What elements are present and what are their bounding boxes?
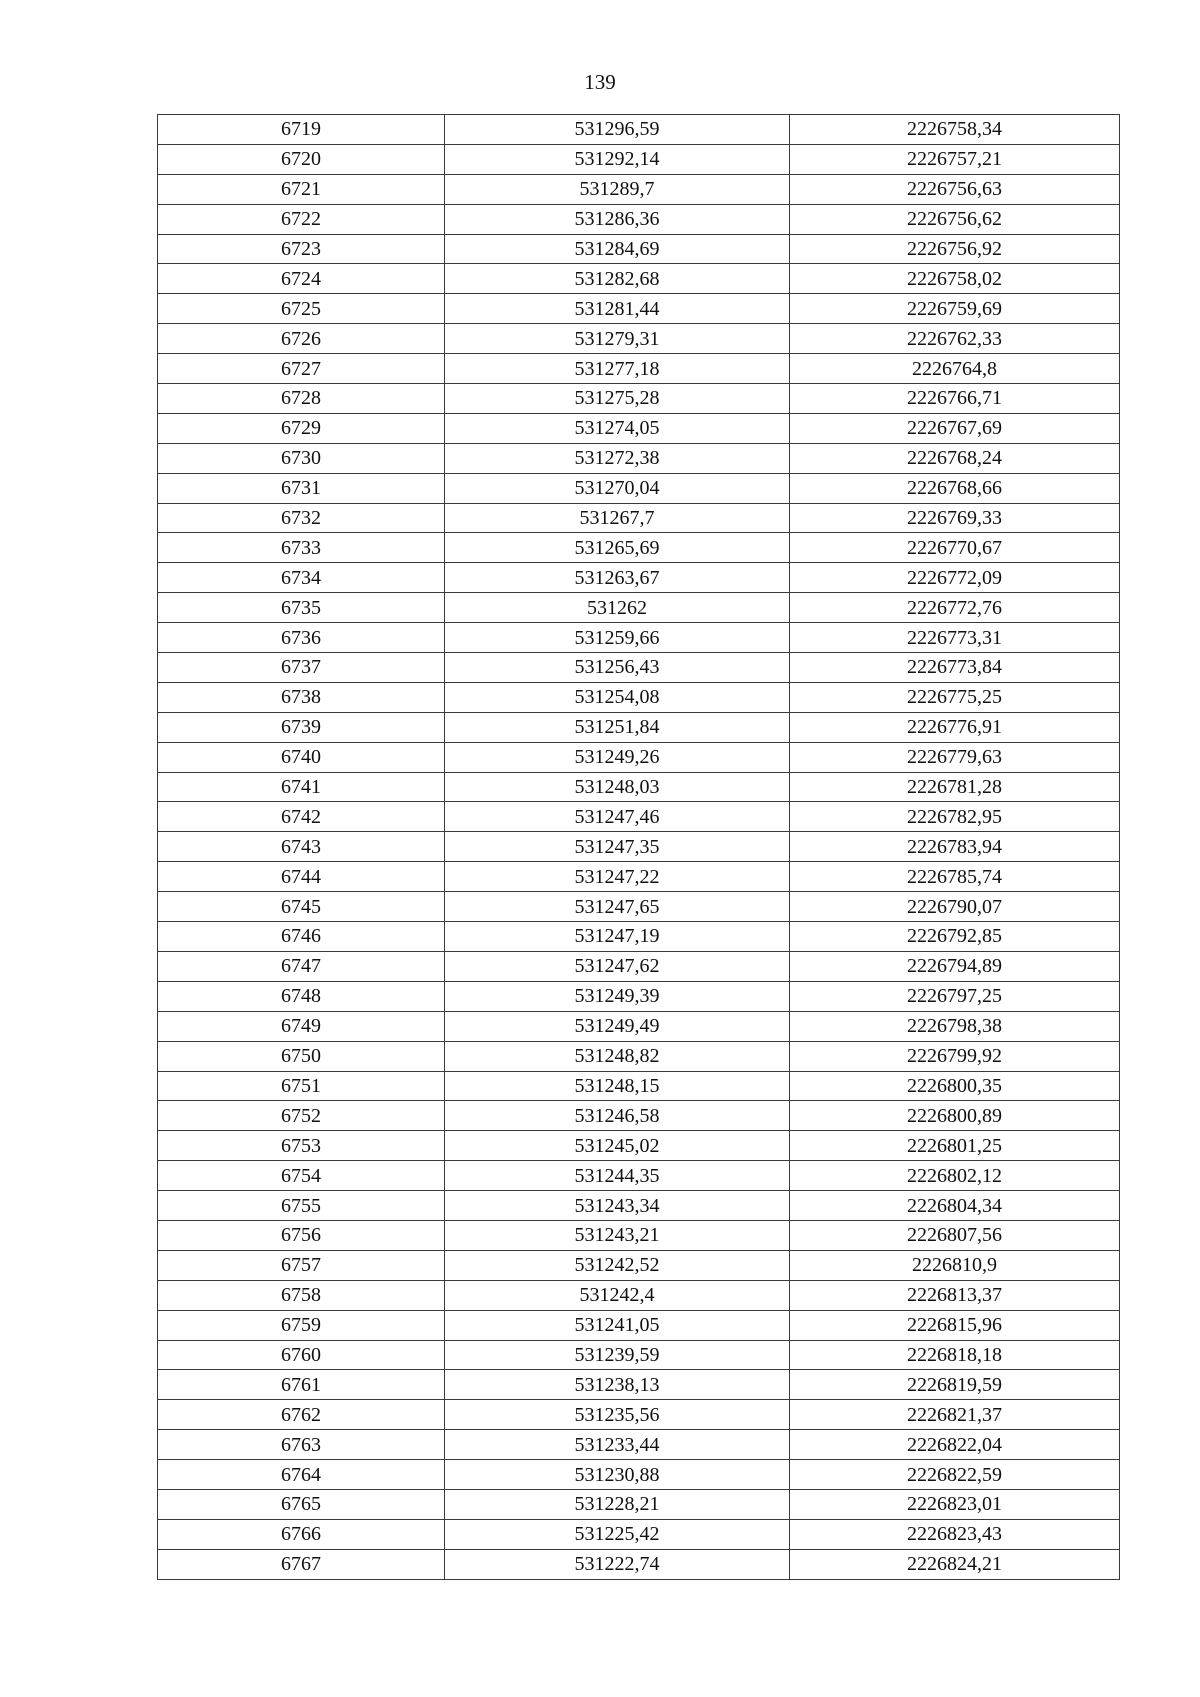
point-number-cell: 6746 bbox=[158, 922, 445, 952]
point-number-cell: 6749 bbox=[158, 1011, 445, 1041]
table-row bbox=[158, 533, 1120, 563]
y-coordinate-cell: 2226815,96 bbox=[790, 1310, 1120, 1340]
table-row bbox=[158, 1549, 1120, 1579]
table-row bbox=[158, 473, 1120, 503]
x-coordinate-cell: 531239,59 bbox=[445, 1340, 790, 1370]
table-row bbox=[158, 1310, 1120, 1340]
point-number-cell: 6752 bbox=[158, 1101, 445, 1131]
point-number-cell: 6741 bbox=[158, 772, 445, 802]
x-coordinate-cell: 531286,36 bbox=[445, 204, 790, 234]
table-row bbox=[158, 384, 1120, 414]
table-row bbox=[158, 1101, 1120, 1131]
y-coordinate-cell: 2226822,04 bbox=[790, 1430, 1120, 1460]
x-coordinate-cell: 531244,35 bbox=[445, 1161, 790, 1191]
y-coordinate-cell: 2226772,09 bbox=[790, 563, 1120, 593]
x-coordinate-cell: 531245,02 bbox=[445, 1131, 790, 1161]
point-number-cell: 6750 bbox=[158, 1041, 445, 1071]
x-coordinate-cell: 531265,69 bbox=[445, 533, 790, 563]
y-coordinate-cell: 2226800,35 bbox=[790, 1071, 1120, 1101]
point-number-cell: 6719 bbox=[158, 115, 445, 145]
x-coordinate-cell: 531241,05 bbox=[445, 1310, 790, 1340]
point-number-cell: 6734 bbox=[158, 563, 445, 593]
x-coordinate-cell: 531249,49 bbox=[445, 1011, 790, 1041]
page-number: 139 bbox=[584, 70, 616, 94]
y-coordinate-cell: 2226800,89 bbox=[790, 1101, 1120, 1131]
y-coordinate-cell: 2226775,25 bbox=[790, 682, 1120, 712]
table-row bbox=[158, 1220, 1120, 1250]
table-row bbox=[158, 264, 1120, 294]
y-coordinate-cell: 2226783,94 bbox=[790, 832, 1120, 862]
y-coordinate-cell: 2226799,92 bbox=[790, 1041, 1120, 1071]
table-row bbox=[158, 1011, 1120, 1041]
x-coordinate-cell: 531243,21 bbox=[445, 1220, 790, 1250]
x-coordinate-cell: 531275,28 bbox=[445, 384, 790, 414]
x-coordinate-cell: 531272,38 bbox=[445, 443, 790, 473]
point-number-cell: 6751 bbox=[158, 1071, 445, 1101]
x-coordinate-cell: 531249,26 bbox=[445, 742, 790, 772]
x-coordinate-cell: 531246,58 bbox=[445, 1101, 790, 1131]
x-coordinate-cell: 531289,7 bbox=[445, 174, 790, 204]
table-row bbox=[158, 712, 1120, 742]
y-coordinate-cell: 2226773,31 bbox=[790, 623, 1120, 653]
table-row bbox=[158, 1041, 1120, 1071]
table-row bbox=[158, 354, 1120, 384]
table-row bbox=[158, 1071, 1120, 1101]
x-coordinate-cell: 531247,46 bbox=[445, 802, 790, 832]
x-coordinate-cell: 531238,13 bbox=[445, 1370, 790, 1400]
table-row bbox=[158, 1161, 1120, 1191]
point-number-cell: 6767 bbox=[158, 1549, 445, 1579]
point-number-cell: 6753 bbox=[158, 1131, 445, 1161]
y-coordinate-cell: 2226759,69 bbox=[790, 294, 1120, 324]
y-coordinate-cell: 2226798,38 bbox=[790, 1011, 1120, 1041]
table-row bbox=[158, 1519, 1120, 1549]
x-coordinate-cell: 531277,18 bbox=[445, 354, 790, 384]
point-number-cell: 6739 bbox=[158, 712, 445, 742]
x-coordinate-cell: 531243,34 bbox=[445, 1191, 790, 1221]
x-coordinate-cell: 531247,62 bbox=[445, 951, 790, 981]
x-coordinate-cell: 531248,03 bbox=[445, 772, 790, 802]
table-row bbox=[158, 1460, 1120, 1490]
y-coordinate-cell: 2226779,63 bbox=[790, 742, 1120, 772]
table-row bbox=[158, 413, 1120, 443]
table-row bbox=[158, 1280, 1120, 1310]
y-coordinate-cell: 2226819,59 bbox=[790, 1370, 1120, 1400]
x-coordinate-cell: 531247,22 bbox=[445, 862, 790, 892]
point-number-cell: 6747 bbox=[158, 951, 445, 981]
point-number-cell: 6720 bbox=[158, 144, 445, 174]
point-number-cell: 6742 bbox=[158, 802, 445, 832]
table-row bbox=[158, 1191, 1120, 1221]
point-number-cell: 6723 bbox=[158, 234, 445, 264]
table-row bbox=[158, 1430, 1120, 1460]
y-coordinate-cell: 2226768,24 bbox=[790, 443, 1120, 473]
table-row bbox=[158, 1489, 1120, 1519]
y-coordinate-cell: 2226821,37 bbox=[790, 1400, 1120, 1430]
table-row bbox=[158, 951, 1120, 981]
x-coordinate-cell: 531267,7 bbox=[445, 503, 790, 533]
table-row bbox=[158, 922, 1120, 952]
y-coordinate-cell: 2226801,25 bbox=[790, 1131, 1120, 1161]
table-row bbox=[158, 1340, 1120, 1370]
y-coordinate-cell: 2226804,34 bbox=[790, 1191, 1120, 1221]
x-coordinate-cell: 531259,66 bbox=[445, 623, 790, 653]
point-number-cell: 6727 bbox=[158, 354, 445, 384]
x-coordinate-cell: 531262 bbox=[445, 593, 790, 623]
y-coordinate-cell: 2226758,34 bbox=[790, 115, 1120, 145]
table-row bbox=[158, 144, 1120, 174]
table-row bbox=[158, 563, 1120, 593]
table-row bbox=[158, 862, 1120, 892]
table-row bbox=[158, 503, 1120, 533]
x-coordinate-cell: 531242,52 bbox=[445, 1250, 790, 1280]
point-number-cell: 6766 bbox=[158, 1519, 445, 1549]
point-number-cell: 6758 bbox=[158, 1280, 445, 1310]
point-number-cell: 6740 bbox=[158, 742, 445, 772]
y-coordinate-cell: 2226773,84 bbox=[790, 653, 1120, 683]
y-coordinate-cell: 2226776,91 bbox=[790, 712, 1120, 742]
point-number-cell: 6737 bbox=[158, 653, 445, 683]
x-coordinate-cell: 531242,4 bbox=[445, 1280, 790, 1310]
x-coordinate-cell: 531247,65 bbox=[445, 892, 790, 922]
y-coordinate-cell: 2226770,67 bbox=[790, 533, 1120, 563]
x-coordinate-cell: 531222,74 bbox=[445, 1549, 790, 1579]
point-number-cell: 6725 bbox=[158, 294, 445, 324]
x-coordinate-cell: 531233,44 bbox=[445, 1430, 790, 1460]
y-coordinate-cell: 2226764,8 bbox=[790, 354, 1120, 384]
point-number-cell: 6754 bbox=[158, 1161, 445, 1191]
y-coordinate-cell: 2226757,21 bbox=[790, 144, 1120, 174]
x-coordinate-cell: 531274,05 bbox=[445, 413, 790, 443]
x-coordinate-cell: 531292,14 bbox=[445, 144, 790, 174]
point-number-cell: 6738 bbox=[158, 682, 445, 712]
point-number-cell: 6763 bbox=[158, 1430, 445, 1460]
point-number-cell: 6724 bbox=[158, 264, 445, 294]
x-coordinate-cell: 531248,15 bbox=[445, 1071, 790, 1101]
y-coordinate-cell: 2226823,01 bbox=[790, 1489, 1120, 1519]
table-row bbox=[158, 742, 1120, 772]
point-number-cell: 6721 bbox=[158, 174, 445, 204]
y-coordinate-cell: 2226794,89 bbox=[790, 951, 1120, 981]
table-row bbox=[158, 892, 1120, 922]
point-number-cell: 6748 bbox=[158, 981, 445, 1011]
point-number-cell: 6760 bbox=[158, 1340, 445, 1370]
x-coordinate-cell: 531251,84 bbox=[445, 712, 790, 742]
y-coordinate-cell: 2226807,56 bbox=[790, 1220, 1120, 1250]
point-number-cell: 6765 bbox=[158, 1489, 445, 1519]
table-row bbox=[158, 653, 1120, 683]
y-coordinate-cell: 2226767,69 bbox=[790, 413, 1120, 443]
x-coordinate-cell: 531225,42 bbox=[445, 1519, 790, 1549]
y-coordinate-cell: 2226782,95 bbox=[790, 802, 1120, 832]
point-number-cell: 6730 bbox=[158, 443, 445, 473]
y-coordinate-cell: 2226756,62 bbox=[790, 204, 1120, 234]
y-coordinate-cell: 2226762,33 bbox=[790, 324, 1120, 354]
table-row bbox=[158, 802, 1120, 832]
table-row bbox=[158, 623, 1120, 653]
table-row bbox=[158, 324, 1120, 354]
table-row bbox=[158, 294, 1120, 324]
x-coordinate-cell: 531235,56 bbox=[445, 1400, 790, 1430]
y-coordinate-cell: 2226756,92 bbox=[790, 234, 1120, 264]
table-row bbox=[158, 174, 1120, 204]
point-number-cell: 6735 bbox=[158, 593, 445, 623]
table-row bbox=[158, 115, 1120, 145]
point-number-cell: 6743 bbox=[158, 832, 445, 862]
y-coordinate-cell: 2226818,18 bbox=[790, 1340, 1120, 1370]
point-number-cell: 6728 bbox=[158, 384, 445, 414]
point-number-cell: 6744 bbox=[158, 862, 445, 892]
point-number-cell: 6731 bbox=[158, 473, 445, 503]
x-coordinate-cell: 531249,39 bbox=[445, 981, 790, 1011]
x-coordinate-cell: 531230,88 bbox=[445, 1460, 790, 1490]
table-row bbox=[158, 772, 1120, 802]
x-coordinate-cell: 531281,44 bbox=[445, 294, 790, 324]
y-coordinate-cell: 2226768,66 bbox=[790, 473, 1120, 503]
table-row bbox=[158, 981, 1120, 1011]
x-coordinate-cell: 531270,04 bbox=[445, 473, 790, 503]
point-number-cell: 6736 bbox=[158, 623, 445, 653]
y-coordinate-cell: 2226822,59 bbox=[790, 1460, 1120, 1490]
table-row bbox=[158, 204, 1120, 234]
x-coordinate-cell: 531248,82 bbox=[445, 1041, 790, 1071]
table-row bbox=[158, 682, 1120, 712]
y-coordinate-cell: 2226769,33 bbox=[790, 503, 1120, 533]
x-coordinate-cell: 531228,21 bbox=[445, 1489, 790, 1519]
x-coordinate-cell: 531256,43 bbox=[445, 653, 790, 683]
table-row bbox=[158, 1250, 1120, 1280]
point-number-cell: 6759 bbox=[158, 1310, 445, 1340]
y-coordinate-cell: 2226802,12 bbox=[790, 1161, 1120, 1191]
point-number-cell: 6756 bbox=[158, 1220, 445, 1250]
y-coordinate-cell: 2226790,07 bbox=[790, 892, 1120, 922]
x-coordinate-cell: 531279,31 bbox=[445, 324, 790, 354]
coordinates-table-body bbox=[158, 115, 1120, 1580]
point-number-cell: 6757 bbox=[158, 1250, 445, 1280]
point-number-cell: 6764 bbox=[158, 1460, 445, 1490]
x-coordinate-cell: 531254,08 bbox=[445, 682, 790, 712]
y-coordinate-cell: 2226813,37 bbox=[790, 1280, 1120, 1310]
coordinates-table bbox=[157, 114, 1120, 1580]
y-coordinate-cell: 2226758,02 bbox=[790, 264, 1120, 294]
y-coordinate-cell: 2226756,63 bbox=[790, 174, 1120, 204]
table-row bbox=[158, 593, 1120, 623]
table-row bbox=[158, 1400, 1120, 1430]
y-coordinate-cell: 2226810,9 bbox=[790, 1250, 1120, 1280]
x-coordinate-cell: 531296,59 bbox=[445, 115, 790, 145]
point-number-cell: 6729 bbox=[158, 413, 445, 443]
point-number-cell: 6761 bbox=[158, 1370, 445, 1400]
table-row bbox=[158, 832, 1120, 862]
y-coordinate-cell: 2226781,28 bbox=[790, 772, 1120, 802]
point-number-cell: 6762 bbox=[158, 1400, 445, 1430]
point-number-cell: 6745 bbox=[158, 892, 445, 922]
x-coordinate-cell: 531247,19 bbox=[445, 922, 790, 952]
point-number-cell: 6733 bbox=[158, 533, 445, 563]
y-coordinate-cell: 2226824,21 bbox=[790, 1549, 1120, 1579]
point-number-cell: 6726 bbox=[158, 324, 445, 354]
y-coordinate-cell: 2226823,43 bbox=[790, 1519, 1120, 1549]
point-number-cell: 6722 bbox=[158, 204, 445, 234]
point-number-cell: 6755 bbox=[158, 1191, 445, 1221]
table-row bbox=[158, 1131, 1120, 1161]
x-coordinate-cell: 531263,67 bbox=[445, 563, 790, 593]
x-coordinate-cell: 531284,69 bbox=[445, 234, 790, 264]
x-coordinate-cell: 531247,35 bbox=[445, 832, 790, 862]
table-row bbox=[158, 1370, 1120, 1400]
point-number-cell: 6732 bbox=[158, 503, 445, 533]
x-coordinate-cell: 531282,68 bbox=[445, 264, 790, 294]
table-row bbox=[158, 234, 1120, 264]
table-row bbox=[158, 443, 1120, 473]
y-coordinate-cell: 2226772,76 bbox=[790, 593, 1120, 623]
y-coordinate-cell: 2226792,85 bbox=[790, 922, 1120, 952]
y-coordinate-cell: 2226766,71 bbox=[790, 384, 1120, 414]
y-coordinate-cell: 2226797,25 bbox=[790, 981, 1120, 1011]
y-coordinate-cell: 2226785,74 bbox=[790, 862, 1120, 892]
